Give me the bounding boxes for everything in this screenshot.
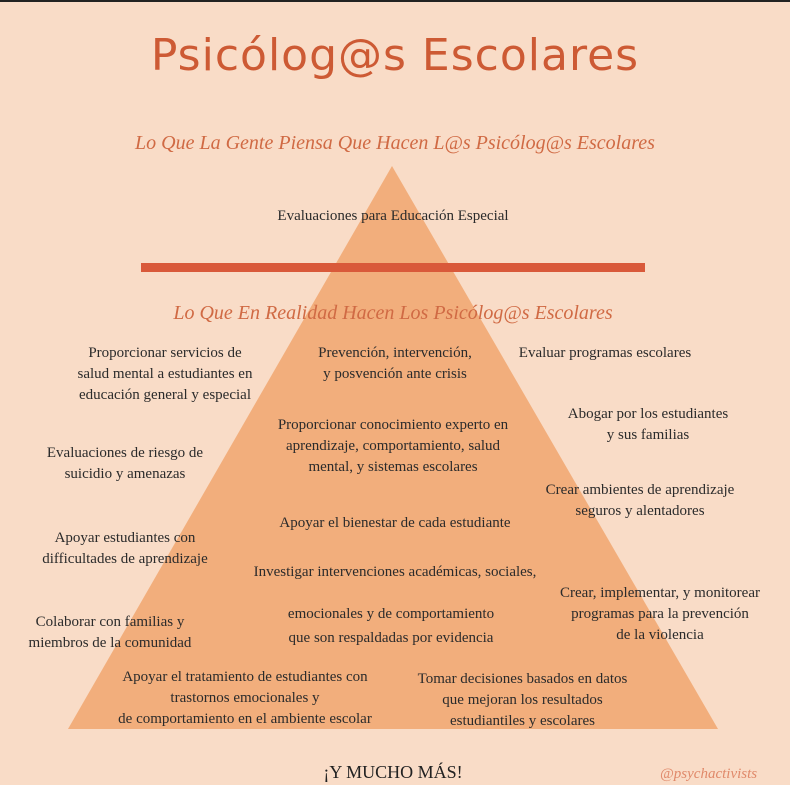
reality-item-data-decisions: Tomar decisiones basados en datos que mejoran los resultados estudiantiles y escolares: [417, 671, 628, 729]
reality-item-expertise: Proporcionar conocimiento experto en aprendizaje, comportamiento, salud mental, y sistemas escolares: [277, 417, 509, 475]
reality-item-learning-difficulties: Apoyar estudiantes con difficultades de aprendizaje: [42, 530, 208, 567]
reality-item-advocate: Abogar por los estudiantes y sus familias: [567, 406, 729, 443]
reality-item-wellbeing: Apoyar el bienestar de cada estudiante: [279, 515, 511, 531]
reality-item-crisis: Prevención, intervención, y posvención ante crisis: [318, 345, 472, 382]
reality-item-violence-prevention: Crear, implementar, y monitorear programas para la prevención de la violencia: [560, 585, 760, 643]
perception-heading: Lo Que La Gente Piensa Que Hacen L@s Psicólog@s Escolares: [135, 132, 655, 154]
reality-item-evidence-based: emocionales y de comportamiento que son respaldadas por evidencia: [287, 606, 495, 646]
reality-item-mental-health: Proporcionar servicios de salud mental a estudiantes en educación general y especial: [77, 345, 253, 403]
reality-item-evaluate-programs: Evaluar programas escolares: [518, 345, 692, 361]
reality-item-safe-environments: Crear ambientes de aprendizaje seguros y alentadores: [545, 482, 735, 519]
reality-item-research: Investigar intervenciones académicas, sociales,: [253, 564, 537, 580]
perception-item: Evaluaciones para Educación Especial: [277, 208, 509, 224]
page-title: Psicólog@s Escolares: [150, 30, 640, 81]
reality-item-treatment: Apoyar el tratamiento de estudiantes con trastornos emocionales y de comportamiento en el ambiente escolar: [118, 669, 372, 727]
divider-bar: [141, 263, 645, 272]
footer-text: ¡Y MUCHO MÁS!: [323, 762, 463, 782]
reality-heading: Lo Que En Realidad Hacen Los Psicólog@s Escolares: [173, 302, 613, 324]
author-handle: @psychactivists: [660, 766, 758, 782]
reality-item-risk-assessment: Evaluaciones de riesgo de suicidio y amenazas: [46, 445, 204, 482]
reality-item-collaborate: Colaborar con familias y miembros de la comunidad: [28, 614, 192, 651]
